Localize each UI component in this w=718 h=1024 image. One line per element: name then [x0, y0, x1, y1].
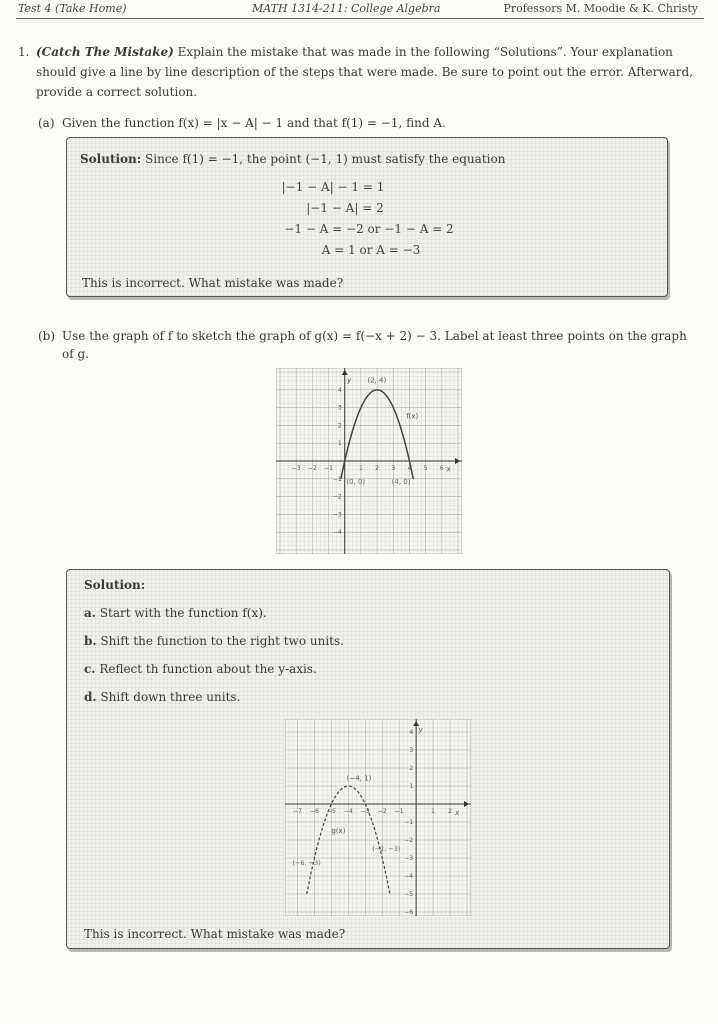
x-tick-label: 2 [375, 465, 380, 472]
x-tick-label: −1 [324, 465, 333, 472]
y-tick-label: −1 [404, 819, 414, 826]
problem-intro-text: Explain the mistake that was made in the following “Solutions”. Your explanation [177, 45, 673, 59]
y-tick-label: −6 [404, 909, 414, 916]
graph-f [276, 368, 462, 554]
x-tick-label: −1 [394, 808, 404, 815]
step-c [84, 659, 317, 679]
g-right-point-label: (−2, −3) [372, 844, 401, 853]
x-tick-label: 3 [391, 465, 396, 472]
y-tick-label: −2 [332, 493, 342, 501]
header-test-title: Test 4 (Take Home) [18, 2, 127, 15]
y-tick-label: −3 [332, 511, 342, 519]
x-tick-label: 5 [423, 465, 428, 472]
y-tick-label: −3 [404, 855, 414, 862]
graph-g [285, 719, 471, 916]
x-tick-label: −6 [309, 808, 319, 815]
x-tick-label: 4 [407, 465, 412, 472]
x-tick-label: −7 [293, 808, 302, 815]
header-professors: Professors M. Moodie & K. Christy [503, 2, 698, 15]
step-a-text: Start with the function f(x). [99, 606, 267, 620]
g-left-point-label: (−6, −3) [292, 859, 321, 868]
step-b [84, 631, 344, 651]
part-b-footer: This is incorrect. What mistake was made? [84, 927, 346, 941]
equation-line-1: |−1 − A| − 1 = 1 [281, 180, 385, 194]
problem-intro-line2: should give a line by line description of the steps that were made. Be sure to point out the error. Afterward, [36, 65, 693, 79]
part-a-footer: This is incorrect. What mistake was made? [82, 276, 344, 290]
problem-intro-line1 [36, 42, 706, 62]
y-tick-label: −1 [332, 475, 342, 483]
part-a-solution-line [80, 149, 505, 169]
equation-line-2: |−1 − A| = 2 [306, 201, 384, 215]
f-name-label: f(x) [406, 412, 419, 421]
step-d-marker: d. [84, 690, 97, 704]
y-tick-label: 1 [337, 440, 342, 448]
y-tick-label: −4 [404, 873, 414, 880]
x-tick-label: −5 [326, 808, 336, 815]
x-tick-label: −3 [291, 465, 301, 472]
y-tick-label: 2 [337, 422, 342, 430]
part-a-solution-label: Solution: [80, 152, 142, 166]
step-d-text: Shift down three units. [100, 690, 241, 704]
y-tick-label: −5 [404, 891, 414, 898]
y-tick-label: 2 [409, 765, 414, 772]
y-tick-label: 3 [409, 747, 414, 754]
g-x-axis-label: x [455, 808, 460, 817]
part-a-prompt: Given the function f(x) = |x − A| − 1 and that f(1) = −1, find A. [62, 116, 446, 130]
equation-line-3: −1 − A = −2 or −1 − A = 2 [284, 222, 454, 236]
x-tick-label: 2 [448, 808, 452, 815]
part-a-label: (a) [38, 116, 55, 130]
header-rule [16, 18, 704, 19]
part-b-prompt-line1: Use the graph of f to sketch the graph of g(x) = f(−x + 2) − 3. Label at least three points on the graph [62, 329, 687, 343]
problem-intro-line3: provide a correct solution. [36, 85, 198, 99]
part-a-solution-text: Since f(1) = −1, the point (−1, 1) must satisfy the equation [145, 152, 506, 166]
y-tick-label: 3 [337, 404, 342, 412]
x-tick-label: 6 [439, 465, 444, 472]
problem-title: (Catch The Mistake) [36, 45, 174, 59]
y-tick-label: 4 [409, 729, 414, 736]
y-tick-label: 4 [337, 386, 342, 394]
equation-line-4: A = 1 or A = −3 [321, 243, 421, 257]
step-b-text: Shift the function to the right two units. [100, 634, 344, 648]
x-tick-label: −2 [307, 465, 317, 472]
f-left-intercept-label: (0, 0) [346, 478, 366, 487]
step-d [84, 687, 240, 707]
step-a [84, 603, 267, 623]
x-tick-label: 1 [358, 465, 363, 472]
x-tick-label: 1 [431, 808, 436, 815]
f-x-axis-label: x [446, 465, 451, 474]
problem-number: 1. [18, 45, 30, 59]
part-b-label: (b) [38, 329, 56, 343]
x-tick-label: −2 [377, 808, 387, 815]
x-tick-label: −3 [360, 808, 370, 815]
g-name-label: g(x) [331, 826, 346, 835]
step-a-marker: a. [84, 606, 96, 620]
y-tick-label: −2 [404, 837, 414, 844]
f-right-intercept-label: (4, 0) [391, 478, 411, 487]
part-b-solution-label: Solution: [84, 578, 146, 592]
g-y-axis-label: y [418, 726, 423, 734]
f-vertex-label: (2, 4) [367, 376, 387, 385]
y-tick-label: −4 [332, 529, 342, 537]
x-tick-label: −4 [343, 808, 353, 815]
part-b-prompt-line2: of g. [62, 347, 89, 361]
header-course: MATH 1314-211: College Algebra [252, 2, 441, 15]
step-c-marker: c. [84, 662, 96, 676]
step-b-marker: b. [84, 634, 97, 648]
g-vertex-label: (−4, 1) [346, 774, 372, 783]
f-y-axis-label: y [347, 376, 352, 385]
step-c-text: Reflect th function about the y-axis. [99, 662, 317, 676]
y-tick-label: 1 [409, 783, 414, 790]
